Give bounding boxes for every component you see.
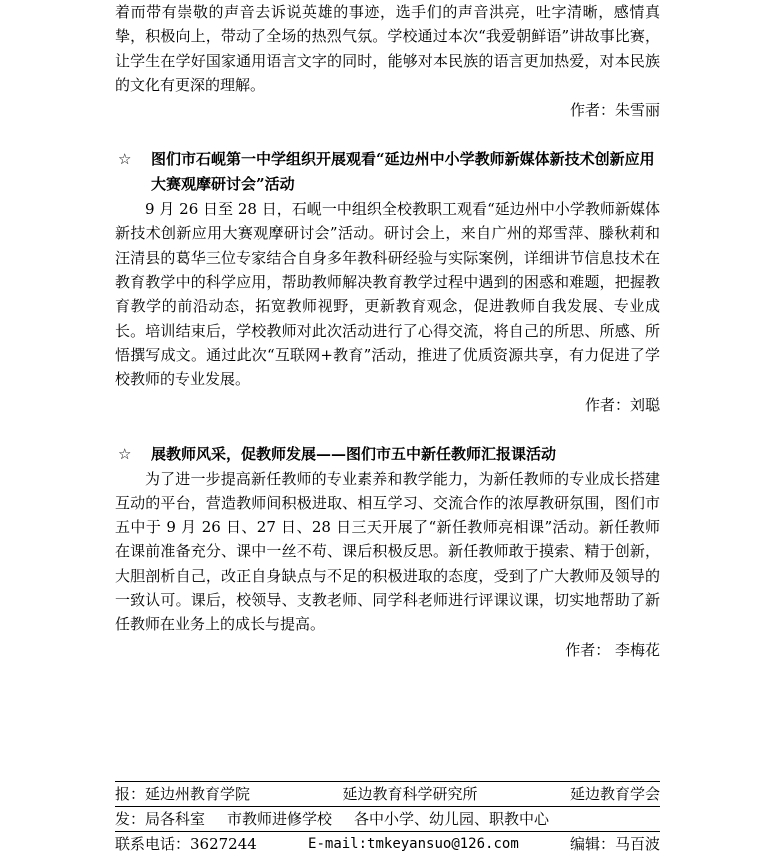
editor-name: 编辑：马百波 bbox=[569, 835, 660, 853]
article-page bbox=[115, 0, 660, 663]
article-body: 9 月 26 日至 28 日，石岘一中组织全校教职工观看“延边州中小学教师新媒体新技术创新应用大赛观摩研讨会”活动。研讨会上，来自广州的郑雪萍、滕秋莉和汪清县的葛华三位专家结合自身多年教科研经验与实际案例，详细讲节信息技术在教育教学中的科学应用，帮助教师解决教育教学过程中遇到的困惑和难题，把握教育教学的前沿动态，拓宽教师视野，更新教育观念，促进教师自我发展、专业成长。培训结束后，学校教师对此次活动进行了心得交流，将自己的所思、所感、所悟撰写成文。通过此次“互联网+教育”活动，推进了优质资源共享，有力促进了学校教师的专业发展。 bbox=[115, 200, 660, 389]
send-to-item: 各中小学、幼儿园、职教中心 bbox=[354, 810, 550, 828]
report-to-item: 报：延边州教育学院 bbox=[115, 785, 251, 803]
report-to-row bbox=[115, 782, 660, 806]
section-spacer bbox=[115, 123, 660, 147]
section-spacer bbox=[115, 418, 660, 442]
section-heading bbox=[115, 147, 660, 197]
distribution-footer bbox=[115, 781, 660, 856]
send-to-item: 市教师进修学校 bbox=[227, 810, 333, 828]
send-to-row bbox=[115, 807, 660, 831]
heading-title: 图们市石岘第一中学组织开展观看“延边州中小学教师新媒体新技术创新应用大赛观摩研讨会”活动 bbox=[151, 150, 655, 194]
contact-phone: 联系电话：3627244 bbox=[115, 835, 257, 853]
section-heading bbox=[115, 442, 660, 467]
star-icon: ☆ bbox=[118, 444, 132, 463]
heading-title: 展教师风采，促教师发展——图们市五中新任教师汇报课活动 bbox=[151, 444, 557, 463]
star-icon: ☆ bbox=[118, 150, 132, 169]
article-body-continued: 着而带有崇敬的声音去诉说英雄的事迹，选手们的声音洪亮，吐字清晰，感情真挚，积极向上，带动了全场的热烈气氛。学校通过本次“我爱朝鲜语”讲故事比赛，让学生在学好国家通用语言文字的同时，能够对本民族的语言更加热爱，对本民族的文化有更深的理解。 bbox=[115, 3, 660, 94]
report-to-item: 延边教育学会 bbox=[569, 785, 660, 803]
author-line: 作者：朱雪丽 bbox=[569, 101, 660, 120]
report-to-item: 延边教育科学研究所 bbox=[342, 785, 478, 803]
send-to-item: 发：局各科室 bbox=[115, 810, 206, 828]
article-body: 为了进一步提高新任教师的专业素养和教学能力，为新任教师的专业成长搭建互动的平台，营造教师间积极进取、相互学习、交流合作的浓厚教研氛围，图们市五中于 9 月 26 日、27 日、28 日三天开展了“新任教师亮相课”活动。新任教师在课前准备充分、课中一丝不苟、课后积极反思。新任教师敢于摸索、精于创新，大胆剖析自己，改正自身缺点与不足的积极进取的态度，受到了广大教师及领导的一致认可。课后，校领导、支教老师、同学科老师进行评课议课，切实地帮助了新任教师在业务上的成长与提高。 bbox=[115, 469, 660, 634]
contact-row bbox=[115, 832, 660, 856]
contact-email[interactable]: E-mail:tmkeyansuo@126.com bbox=[308, 836, 519, 852]
author-line: 作者： 李梅花 bbox=[565, 640, 660, 659]
author-line: 作者：刘聪 bbox=[584, 395, 660, 414]
